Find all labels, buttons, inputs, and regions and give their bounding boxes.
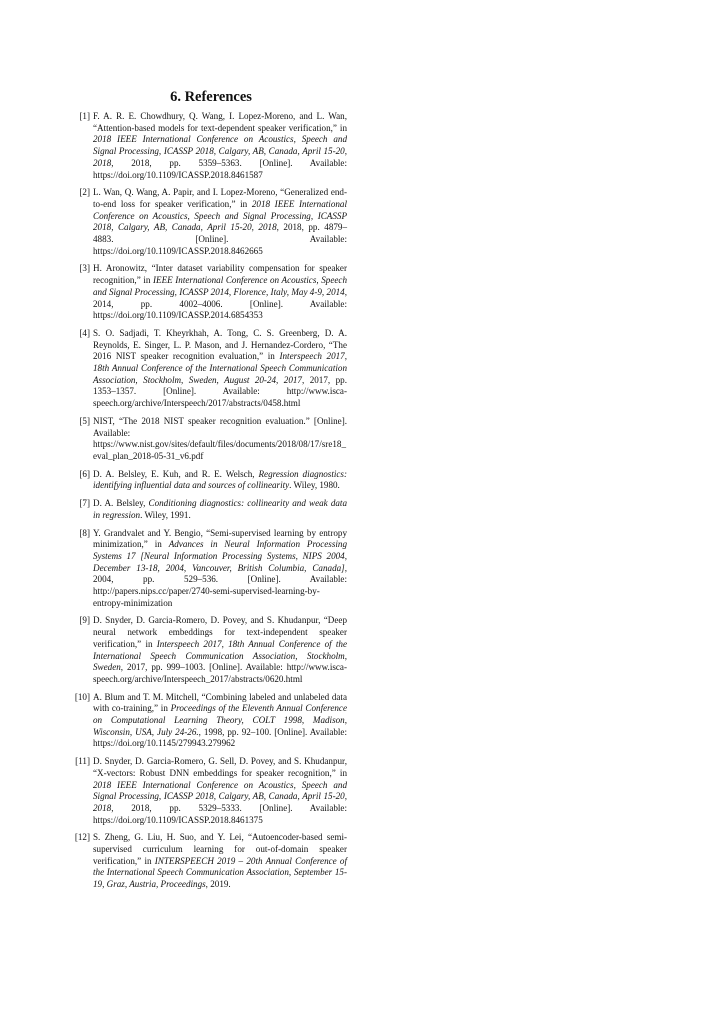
reference-text: D. A. Belsley, E. Kuh, and R. E. Welsch, [93, 468, 259, 479]
reference-text: D. Snyder, D. Garcia-Romero, D. Povey, and S. Khudanpur, “Deep neural network embeddings for text-independent speaker verification,” in [93, 615, 347, 649]
reference-number: [2] [79, 187, 90, 198]
reference-text: Y. Grandvalet and Y. Bengio, “Semi-supervised learning by entropy minimization,” in [93, 527, 347, 550]
reference-details: . Wiley, 1991. [140, 509, 191, 520]
reference-list [75, 111, 347, 891]
reference-venue: Regression diagnostics: identifying influential data and sources of collinearity [93, 468, 347, 491]
reference-venue: 2018 IEEE International Conference on Acoustics, Speech and Signal Processing, ICASSP 2018, Calgary, AB, Canada, April 15-20, 2018 [93, 198, 347, 233]
reference-text: A. Blum and T. M. Mitchell, “Combining labeled and unlabeled data with co-training,” in [93, 691, 347, 714]
reference-item [75, 187, 347, 257]
reference-text: NIST, “The 2018 NIST speaker recognition evaluation.” [Online]. Available: https://www.nist.gov/sites/default/files/documents/2018/08/17/sre18_eval_plan_2018-05-31_v6.pdf [93, 415, 347, 461]
reference-details: , 2014, pp. 4002–4006. [Online]. Available: https://doi.org/10.1109/ICASSP.2014.6854353 [93, 286, 347, 321]
reference-details: , 2018, pp. 4879–4883. [Online]. Available: https://doi.org/10.1109/ICASSP.2018.8462665 [93, 222, 348, 256]
reference-venue: 2018 IEEE International Conference on Acoustics, Speech and Signal Processing, ICASSP 2018, Calgary, AB, Canada, April 15-20, 2018 [93, 779, 347, 813]
reference-number: [11] [75, 756, 90, 767]
reference-number: [8] [79, 527, 90, 538]
reference-number: [5] [79, 415, 90, 426]
reference-details: , 2019. [205, 879, 231, 890]
reference-details: , 1998, pp. 92–100. [Online]. Available: https://doi.org/10.1145/279943.279962 [93, 726, 347, 749]
reference-item [75, 263, 347, 322]
reference-item [75, 328, 347, 410]
reference-item [75, 469, 347, 492]
reference-venue: Proceedings of the Eleventh Annual Conference on Computational Learning Theory, COLT 1998, Madison, Wisconsin, USA, July 24-26. [93, 703, 347, 737]
reference-item [75, 498, 347, 521]
references-column [75, 88, 347, 897]
reference-text: F. A. R. E. Chowdhury, Q. Wang, I. Lopez-Moreno, and L. Wan, “Attention-based models for text-dependent speaker verification,” in [93, 111, 347, 133]
reference-item [75, 528, 347, 610]
reference-item [75, 416, 347, 463]
reference-text: D. Snyder, D. Garcia-Romero, G. Sell, D. Povey, and S. Khudanpur, “X-vectors: Robust DNN embeddings for speaker recognition,” in [93, 756, 347, 778]
reference-text: H. Aronowitz, “Inter dataset variability compensation for speaker recognition,” in [93, 263, 347, 286]
reference-venue: Interspeech 2017, 18th Annual Conference of the International Speech Communication Association, Stockholm, Sweden [93, 638, 347, 673]
reference-number: [1] [79, 111, 90, 121]
reference-venue: INTERSPEECH 2019 – 20th Annual Conference of the International Speech Communication Association, September 15-19, Graz, Austria, Proceedings [93, 855, 347, 890]
reference-text: L. Wan, Q. Wang, A. Papir, and I. Lopez-Moreno, “Generalized end-to-end loss for speaker verification,” in [93, 187, 347, 209]
reference-venue: Conditioning diagnostics: collinearity and weak data in regression [93, 498, 347, 520]
reference-number: [10] [74, 691, 90, 702]
reference-text: S. Zheng, G. Liu, H. Suo, and Y. Lei, “Autoencoder-based semi-supervised curriculum learning for out-of-domain speaker verification,” in [93, 832, 347, 866]
reference-item [75, 692, 347, 751]
section-title: References [184, 89, 252, 105]
reference-number: [4] [79, 327, 90, 338]
reference-venue: IEEE International Conference on Acoustics, Speech and Signal Processing, ICASSP 2014, Florence, Italy, May 4-9, 2014 [93, 275, 347, 297]
reference-number: [9] [79, 615, 90, 626]
section-heading [75, 88, 347, 106]
reference-details: . Wiley, 1980. [289, 480, 340, 491]
reference-details: , 2017, pp. 1353–1357. [Online]. Available: http://www.isca-speech.org/archive/Interspeech/2017/abstracts/0458.html [93, 374, 347, 409]
reference-details: , 2004, pp. 529–536. [Online]. Available: http://papers.nips.cc/paper/2740-semi-supervised-learning-by-entropy-minimization [93, 562, 347, 608]
reference-venue: Interspeech 2017, 18th Annual Conference of the International Speech Communication Association, Stockholm, Sweden, August 20-24, 2017 [93, 351, 347, 385]
reference-venue: Advances in Neural Information Processing Systems 17 [Neural Information Processing Systems, NIPS 2004, December 13-18, 2004, Vancouver, British Columbia, Canada] [93, 539, 347, 573]
reference-number: [12] [74, 832, 90, 843]
reference-details: , 2018, pp. 5359–5363. [Online]. Available: https://doi.org/10.1109/ICASSP.2018.8461587 [93, 157, 347, 180]
reference-item [75, 615, 347, 685]
reference-text: S. O. Sadjadi, T. Kheyrkhah, A. Tong, C. S. Greenberg, D. A. Reynolds, E. Singer, L. P. Mason, and J. Hernandez-Cordero, “The 2016 NIST speaker recognition evaluation,” in [93, 327, 347, 362]
section-number: 6. [170, 89, 181, 105]
reference-number: [6] [79, 468, 90, 479]
reference-number: [3] [79, 263, 90, 274]
reference-number: [7] [79, 498, 90, 509]
reference-details: , 2017, pp. 999–1003. [Online]. Available: http://www.isca-speech.org/archive/Interspeech_2017/abstracts/0620.html [93, 662, 347, 684]
reference-item [75, 111, 347, 181]
reference-text: D. A. Belsley, [93, 498, 149, 509]
reference-details: , 2018, pp. 5329–5333. [Online]. Available: https://doi.org/10.1109/ICASSP.2018.8461375 [93, 802, 347, 825]
reference-item [75, 756, 347, 826]
reference-item [75, 832, 347, 891]
reference-venue: 2018 IEEE International Conference on Acoustics, Speech and Signal Processing, ICASSP 2018, Calgary, AB, Canada, April 15-20, 2018 [93, 134, 347, 168]
